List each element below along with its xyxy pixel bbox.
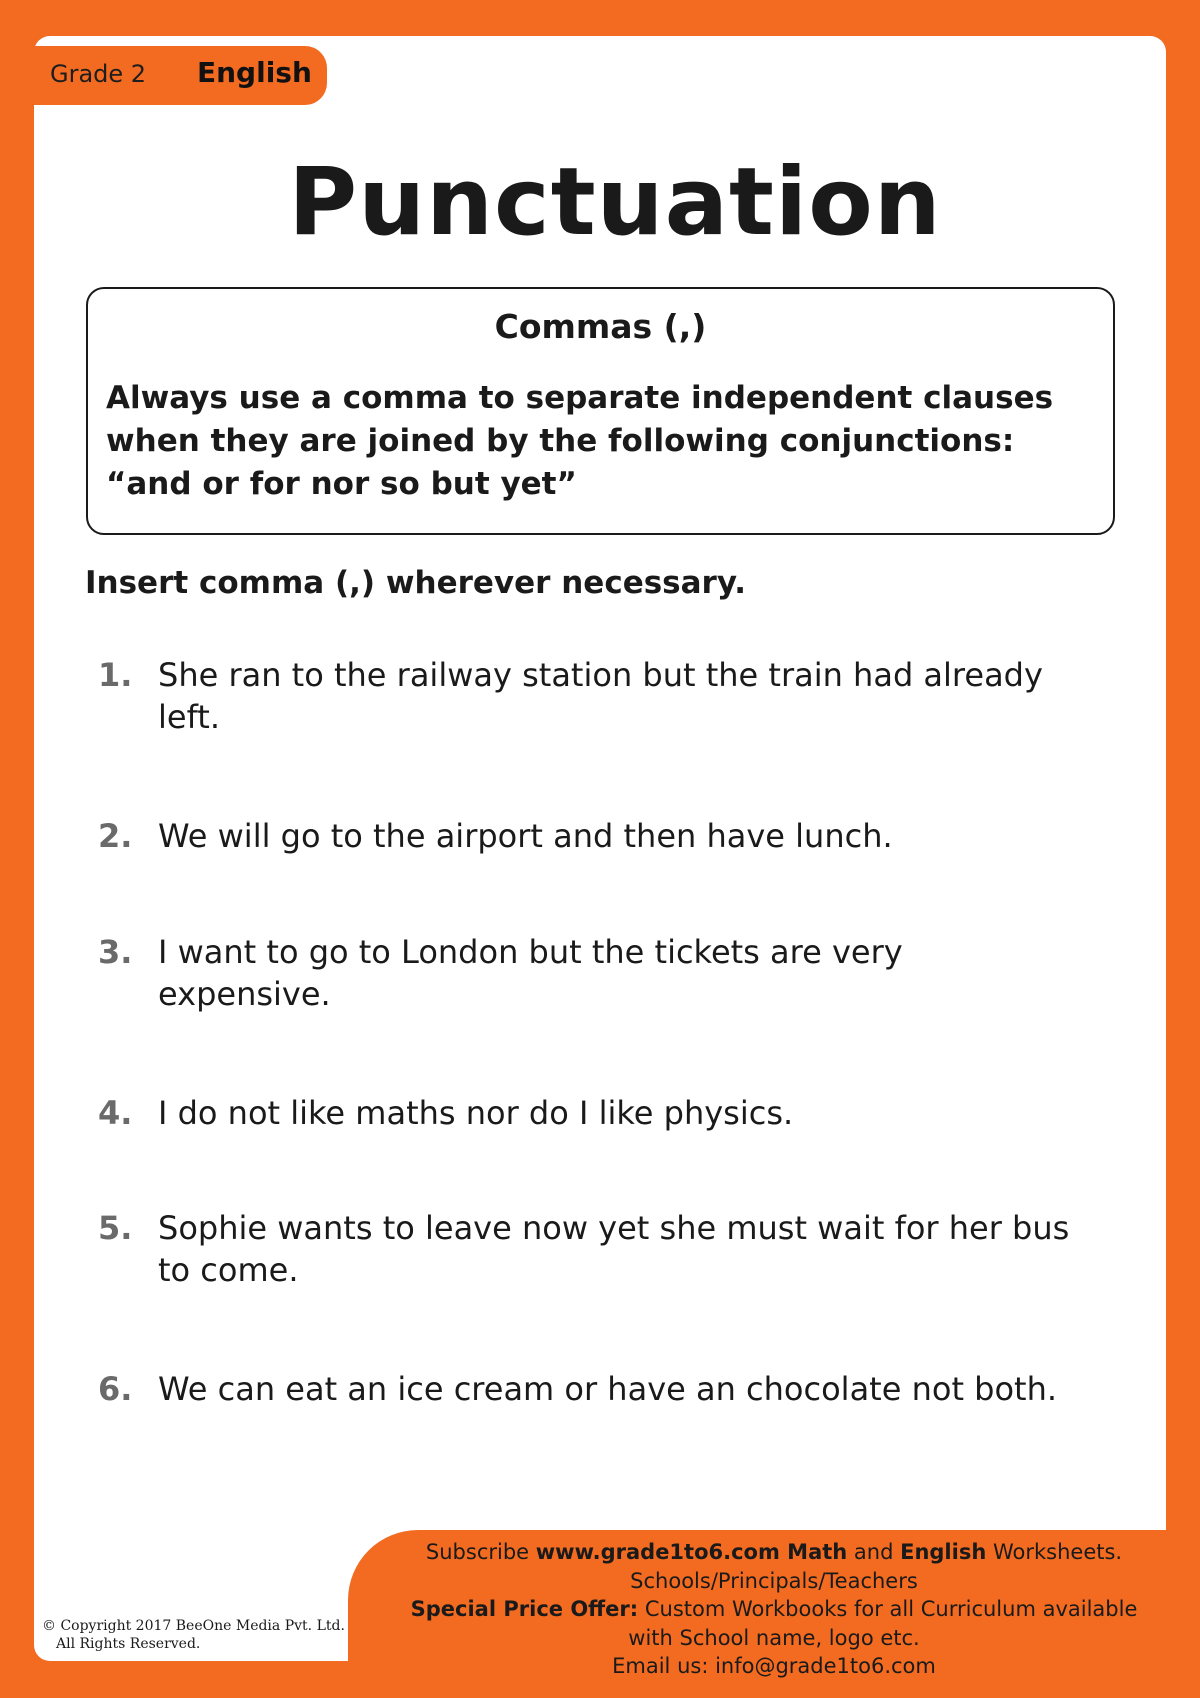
- page-title: Punctuation: [288, 148, 942, 257]
- copyright-notice: [42, 1617, 345, 1653]
- footer-text-segment: Math: [779, 1540, 848, 1564]
- footer-offer-detail: with School name, logo etc.: [628, 1625, 920, 1650]
- rule-line: when they are joined by the following conjunctions:: [106, 423, 1015, 459]
- question-line: We will go to the airport and then have lunch.: [158, 817, 893, 855]
- copyright-line: All Rights Reserved.: [56, 1636, 201, 1652]
- subject-label: English: [197, 56, 312, 89]
- question-item: [98, 931, 1128, 1015]
- question-text: [158, 654, 1128, 738]
- footer-website-link[interactable]: www.grade1to6.com: [535, 1540, 780, 1564]
- question-text: [158, 1092, 1128, 1134]
- question-line: We can eat an ice cream or have an chocolate not both.: [158, 1370, 1058, 1408]
- copyright-line: © Copyright 2017 BeeOne Media Pvt. Ltd.: [42, 1618, 345, 1634]
- rule-box: [86, 287, 1115, 535]
- question-text: [158, 931, 1128, 1015]
- rule-heading: Commas (,): [494, 307, 707, 346]
- question-line: I want to go to London but the tickets are very: [158, 933, 903, 971]
- question-number: 6.: [98, 1370, 133, 1408]
- grade-label: Grade 2: [50, 60, 147, 88]
- footer-text-segment: English: [900, 1540, 987, 1564]
- question-item: [98, 815, 1128, 857]
- question-number: 3.: [98, 933, 133, 971]
- question-line: I do not like maths nor do I like physics.: [158, 1094, 794, 1132]
- question-text: [158, 815, 1128, 857]
- question-text: [158, 1207, 1128, 1291]
- rule-line: Always use a comma to separate independent clauses: [106, 380, 1054, 416]
- question-text: [158, 1368, 1128, 1410]
- footer-promo-banner: [348, 1530, 1200, 1698]
- footer-offer-text: Custom Workbooks for all Curriculum available: [638, 1597, 1138, 1621]
- question-item: [98, 1092, 1128, 1134]
- question-number: 2.: [98, 817, 133, 855]
- question-number: 5.: [98, 1209, 133, 1247]
- instruction: Insert comma (,) wherever necessary.: [85, 565, 746, 601]
- question-line: Sophie wants to leave now yet she must wait for her bus: [158, 1209, 1070, 1247]
- footer-email[interactable]: Email us: info@grade1to6.com: [612, 1654, 936, 1678]
- question-item: [98, 654, 1128, 738]
- question-number: 4.: [98, 1094, 133, 1132]
- question-line: left.: [158, 698, 220, 736]
- grade-subject-tab: [34, 46, 327, 105]
- footer-promo-text: [348, 1538, 1200, 1681]
- footer-text-segment: Worksheets.: [986, 1540, 1123, 1564]
- rule-text: [106, 377, 1096, 506]
- question-line: expensive.: [158, 975, 331, 1013]
- rule-line: “and or for nor so but yet”: [106, 466, 577, 502]
- question-line: She ran to the railway station but the train had already: [158, 656, 1043, 694]
- footer-text-segment: and: [847, 1540, 901, 1564]
- footer-offer-label: Special Price Offer:: [410, 1597, 639, 1621]
- footer-text-segment: Subscribe: [425, 1540, 536, 1564]
- question-item: [98, 1207, 1128, 1291]
- question-item: [98, 1368, 1128, 1410]
- question-line: to come.: [158, 1251, 299, 1289]
- footer-audience: Schools/Principals/Teachers: [630, 1568, 918, 1593]
- question-number: 1.: [98, 656, 133, 694]
